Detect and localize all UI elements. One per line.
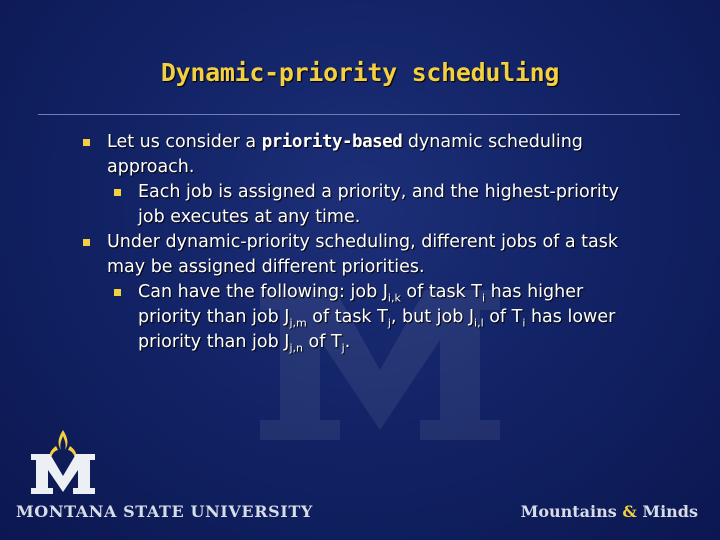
bullet-square-icon <box>114 189 121 196</box>
sub-bullet-item <box>40 180 640 230</box>
sub-bullet-text: Can have the following: job $J_{i,k}$ of task $T_i$ has higher priority than job $J_{j,m}$ of task $T_j$, but job $J_{i,l}$ of $T_i$ has lower priority than job $J_{j,n}$ of $T_j$. <box>138 282 616 355</box>
bullet-text-post: dynamic scheduling approach. <box>107 132 583 177</box>
bullet-text-bold: priority-based <box>261 132 403 152</box>
bullet-item <box>40 230 640 280</box>
bullet-square-icon <box>114 289 121 296</box>
bullet-text: Under dynamic-priority scheduling, different jobs of a task may be assigned different priorities. <box>107 232 619 277</box>
title-divider <box>38 114 680 115</box>
sub-bullet-text: Each job is assigned a priority, and the highest-priority job executes at any time. <box>138 182 619 227</box>
montana-state-m-logo-icon <box>28 428 98 498</box>
bullet-square-icon <box>83 239 90 246</box>
bullet-square-icon <box>83 139 90 146</box>
sub-bullet-item <box>40 280 640 355</box>
slide-body <box>40 130 640 355</box>
bullet-text-pre: Let us consider a <box>107 132 262 152</box>
slide-title: Dynamic-priority scheduling <box>160 58 560 87</box>
university-name: MONTANA STATE UNIVERSITY <box>16 502 313 521</box>
bullet-item <box>40 130 640 180</box>
university-tagline: Mountains & Minds <box>520 502 698 521</box>
